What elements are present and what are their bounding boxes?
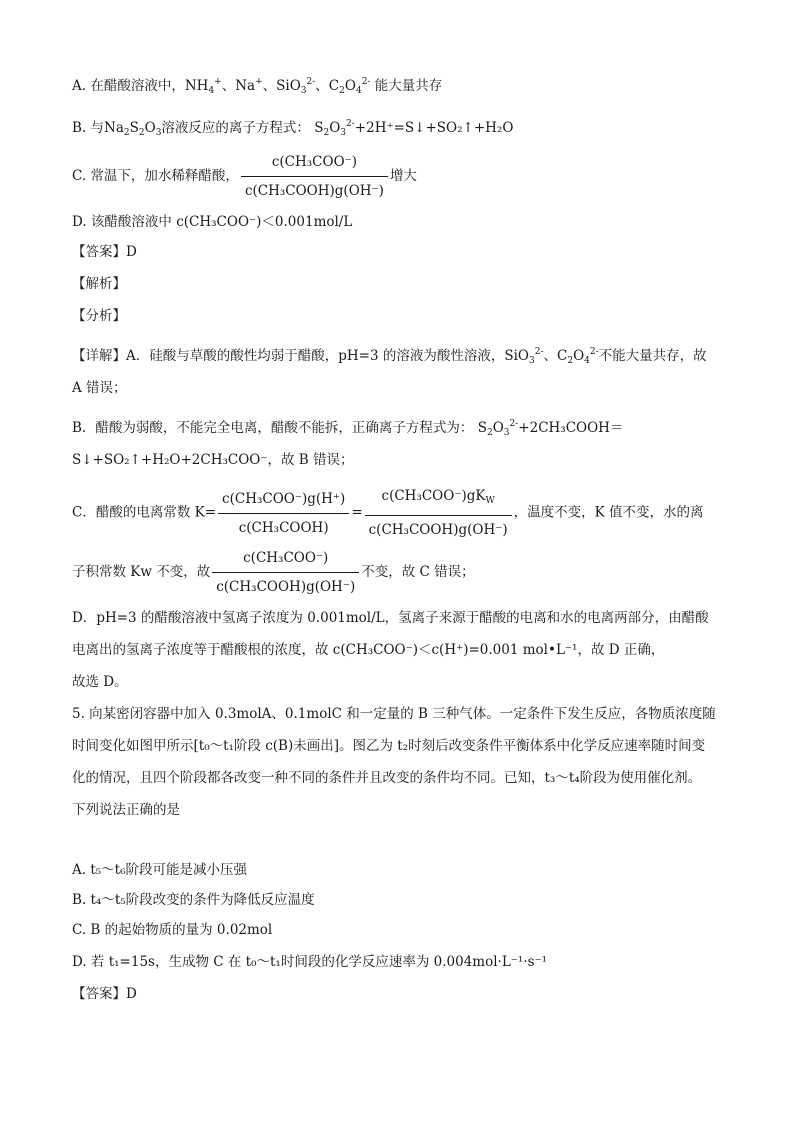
ka-fraction-2 [365,484,512,542]
equals-sign: = [351,504,363,521]
q5-stem-line2: 时间变化如图甲所示[t₀～t₁阶段 c(B)未画出]。图乙为 t₂时刻后改变条件平衡体系中化学反应速率随时间变 [72,738,706,754]
q4-option-b-equation: +2H⁺=S↓+SO₂↑+H₂O [354,120,514,136]
q5-option-b: B. t₄～t₅阶段改变的条件为降低反应温度 [72,892,315,908]
q4-detail-b-line1: B．醋酸为弱酸，不能完全电离，醋酸不能拆，正确离子方程式为： $S_2O_3^{2-}+2CH_3COOH=$ [72,419,624,438]
q5-stem-line1: 5. 向某密闭容器中加入 0.3molA、0.1molC 和一定量的 B 三种气体。一定条件下发生反应，各物质浓度随 [72,706,716,722]
q4-detail-c-line2 [72,546,475,599]
detail-c-tail: ，温度不变，K 值不变，水的离 [513,504,704,521]
q4-detail-a-line2: A 错误； [72,380,127,396]
q4-detail-d-line1: D．pH=3 的醋酸溶液中氢离子浓度为 0.001mol/L，氢离子来源于醋酸的电离和水的电离两部分，由醋酸 [72,610,709,626]
q4-option-b: B. 与$Na_2S_2O_3$溶液反应的离子方程式： $S_2O_3^{2-}+2H^+=S↓+SO_2↑+H_2O$ [72,119,514,138]
q4-answer: 【答案】D [72,244,137,260]
detail-c2-lead: 子积常数 Kw 不变，故 [72,564,211,580]
q4-option-a-tail: 能大量共存 [370,78,443,94]
fraction-numerator: c(CH₃COO⁻)g(H⁺) [218,487,349,514]
q4-option-c-fraction [241,150,388,203]
q5-stem-line3: 化的情况，且四个阶段都各改变一种不同的条件并且改变的条件均不同。已知，t₃～t₄阶段为使用催化剂。 [72,770,702,786]
q4-option-b-lead: B. 与 [72,120,105,136]
ion-na: Na+ [235,77,263,94]
q4-option-a: A. 在醋酸溶液中，$NH_4^+$、Na+、SiO$_3^{2-}$、$C_2O_4^{2-}$ 能大量共存 [72,77,443,96]
fraction-numerator: c(CH₃COO⁻) [212,546,359,573]
q4-detail-c-line1 [72,484,704,542]
q4-jiexi: 【解析】 [72,276,126,292]
q4-option-d: D. 该醋酸溶液中 c(CH₃COO⁻)＜0.001mol/L [72,214,353,230]
detail-a-tail: 不能大量共存，故 [598,348,707,364]
q4-detail-b-line2: S↓+SO₂↑+H₂O+2CH₃COO⁻，故 B 错误； [72,452,354,468]
q5-option-d: D. 若 t₁=15s，生成物 C 在 t₀～t₁时间段的化学反应速率为 0.004mol·L⁻¹·s⁻¹ [72,954,548,970]
fraction-denominator: c(CH₃COOH) [238,519,329,536]
q5-option-c: C. B 的起始物质的量为 0.02mol [72,922,273,938]
q5-answer: 【答案】D [72,986,137,1002]
fraction-denominator: c(CH₃COOH)g(OH⁻) [216,579,356,595]
fraction-denominator: c(CH₃COOH)g(OH⁻) [368,522,508,538]
q4-option-a-lead: A. 在醋酸溶液中， [72,78,185,94]
ratio-fraction [212,546,359,599]
detail-b-text: B．醋酸为弱酸，不能完全电离，醋酸不能拆，正确离子方程式为： [72,420,474,436]
ka-fraction-1 [218,487,349,540]
q5-option-a: A. t₅～t₆阶段可能是减小压强 [72,862,248,878]
q4-detail-a-line1: 【详解】A．硅酸与草酸的酸性均弱于醋酸，pH=3 的溶液为酸性溶液，SiO$_3^{2-}$、$C_2O_4^{2-}$不能大量共存，故 [72,347,707,366]
q5-stem-line4: 下列说法正确的是 [72,802,180,818]
q4-detail-d-line3: 故选 D。 [72,674,128,690]
q4-option-c [72,150,417,203]
fraction-numerator: c(CH₃COO⁻) [241,150,388,177]
detail-c2-tail: 不变，故 C 错误； [361,564,475,580]
fraction-numerator: $c(CH_3COO^-)gK_W$ [365,484,512,516]
q4-detail-d-line2: 电离出的氢离子浓度等于醋酸根的浓度，故 c(CH₃COO⁻)＜c(H⁺)=0.001 mol•L⁻¹，故 D 正确， [72,642,665,658]
ion-sio3: SiO$_3^{2-}$ [276,77,316,96]
ion-nh4: $NH_4^+$ [184,77,222,96]
ion-c2o4: $C_2O_4^{2-}$ [328,77,371,96]
q4-option-c-tail: 增大 [389,168,417,184]
q4-option-c-lead: C. 常温下，加水稀释醋酸， [72,168,239,184]
detail-b-tail: +2CH₃COOH＝ [518,420,624,436]
detail-c-lead: C．醋酸的电离常数 K= [72,504,217,521]
fraction-denominator: c(CH₃COOH)g(OH⁻) [244,183,384,199]
q4-option-b-mid: 溶液反应的离子方程式： [161,120,310,136]
detail-a-text: 【详解】A．硅酸与草酸的酸性均弱于醋酸，pH=3 的溶液为酸性溶液， [72,348,505,364]
q4-fenxi: 【分析】 [72,308,126,324]
